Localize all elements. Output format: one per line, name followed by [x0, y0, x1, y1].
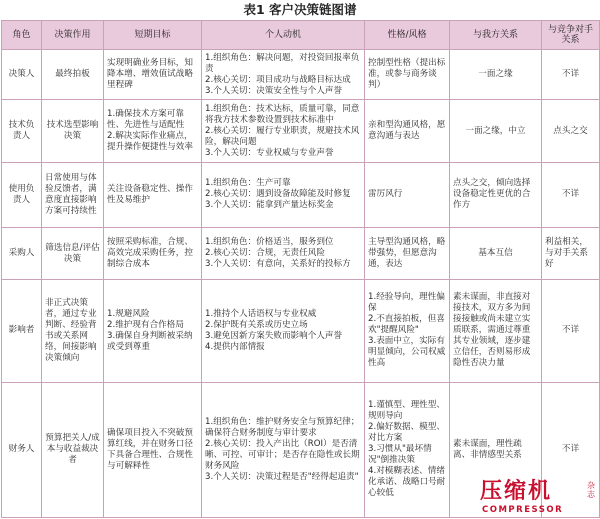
table-row — [2, 162, 600, 227]
cell-function: 日常使用与体验反馈者，满意度直接影响方案可持续性 — [42, 162, 104, 227]
cell-style: 主导型沟通风格，略带强势，但愿意沟通，表达 — [365, 228, 450, 280]
cell-relation-us: 素未谋面，理性疏离、非情感型关系 — [450, 382, 542, 517]
cell-relation-rival: 不详 — [542, 162, 600, 227]
header-style: 性格/风格 — [365, 21, 450, 50]
header-relation-rival: 与竞争对手关系 — [542, 21, 600, 50]
cell-role: 决策人 — [2, 50, 42, 100]
table-row — [2, 100, 600, 163]
cell-goal: 1.确保技术方案可靠性、先进性与适配性 2.解决实际作业痛点，提升操作便捷性与效率 — [104, 100, 202, 163]
watermark-side-text: 杂志 — [587, 481, 595, 499]
cell-motive: 1.组织角色：解决问题，对投资回报率负责 2.核心关切：项目成功与战略目标达成 3.个人关切：决策安全性与个人声誉 — [202, 50, 365, 100]
header-function: 决策作用 — [42, 21, 104, 50]
cell-relation-rival: 不详 — [542, 280, 600, 382]
cell-relation-us: 一面之缘，中立 — [450, 100, 542, 163]
cell-function: 最终拍板 — [42, 50, 104, 100]
table-row — [2, 50, 600, 100]
cell-motive: 1.组织角色：维护财务安全与预算纪律；确保符合财务制度与审计要求 2.核心关切：投入产出比（ROI）是否清晰、可控、可审计；是否存在隐性或长期财务风险 3.个人关切：决策过程是否"经得起追责" — [202, 382, 365, 517]
cell-style: 亲和型沟通风格，愿意沟通与表达 — [365, 100, 450, 163]
cell-relation-us: 一面之缘 — [450, 50, 542, 100]
cell-style: 1.经验导向，理性偏保 2.不直接拍板，但喜欢"提醒风险" 3.表面中立，实际有明显倾向，公司权威性高 — [365, 280, 450, 382]
cell-function: 非正式决策者，通过专业判断、经验背书或关系网络，间接影响决策倾向 — [42, 280, 104, 382]
header-goal: 短期目标 — [104, 21, 202, 50]
cell-role: 技术负责人 — [2, 100, 42, 163]
decision-chain-table — [1, 20, 600, 518]
cell-style: 雷厉风行 — [365, 162, 450, 227]
cell-motive: 1.组织角色：价格适当，服务到位 2.核心关切：合规，无责任风险 3.个人关切：有意向，关系好的投标方 — [202, 228, 365, 280]
cell-relation-rival: 不详 — [542, 382, 600, 517]
table-row — [2, 280, 600, 382]
cell-function: 预算把关人/成本与收益裁决者 — [42, 382, 104, 517]
cell-relation-us: 素未谋面，非直接对接技术，双方多为间接接触或尚未建立实质联系，需通过尊重其专业领域，逐步建立信任，否则易形成隐性否决力量 — [450, 280, 542, 382]
cell-goal: 按照采购标准，合规、高效完成采购任务，控制综合成本 — [104, 228, 202, 280]
cell-role: 影响者 — [2, 280, 42, 382]
table-row — [2, 228, 600, 280]
cell-motive: 1.组织角色：技术达标，质量可靠，同意将我方技术参数设置到技术标准中 2.核心关切：履行专业职责，规避技术风险，解决问题 3.个人关切：专业权威与专业声誉 — [202, 100, 365, 163]
cell-motive: 1.推持个人话语权与专业权威 2.保护既有关系或历史立场 3.避免因新方案失败而影响个人声誉 4.提供内部情报 — [202, 280, 365, 382]
cell-goal: 确保项目投入不突破预算红线，并在财务口径下具备合理性、合规性与可解释性 — [104, 382, 202, 517]
watermark-logo-text: 压缩机 — [480, 479, 553, 504]
cell-relation-rival: 点头之交 — [542, 100, 600, 163]
compressor-magazine-watermark — [480, 479, 598, 519]
page-title: 表1 客户决策链图谱 — [243, 2, 357, 17]
cell-function: 技术选型影响决策 — [42, 100, 104, 163]
cell-goal: 关注设备稳定性、操作性及易维护 — [104, 162, 202, 227]
cell-role: 采购人 — [2, 228, 42, 280]
table-header-row — [2, 21, 600, 50]
cell-relation-us: 点头之交，倾向选择设备稳定性更优的合作方 — [450, 162, 542, 227]
header-relation-us: 与我方关系 — [450, 21, 542, 50]
cell-goal: 1.规避风险 2.维护现有合作格局 3.确保自身判断被采纳或受到尊重 — [104, 280, 202, 382]
cell-role: 使用负责人 — [2, 162, 42, 227]
cell-function: 筛选信息/评估决策 — [42, 228, 104, 280]
header-motive: 个人动机 — [202, 21, 365, 50]
cell-relation-rival: 利益相关，与对手关系好 — [542, 228, 600, 280]
cell-relation-us: 基本互信 — [450, 228, 542, 280]
header-role: 角色 — [2, 21, 42, 50]
cell-style: 1.谨慎型、理性型、规则导向 2.偏好数据、模型、对比方案 3.习惯从"最坏情况"倒推决策 4.对模糊表述、情绪化承诺、战略口号耐心较低 — [365, 382, 450, 517]
cell-style: 控制型性格（提出标准，或参与商务谈判） — [365, 50, 450, 100]
cell-motive: 1.组织角色：生产可靠 2.核心关切：遇到设备故障能及时修复 3.个人关切：能拿到产量达标奖金 — [202, 162, 365, 227]
watermark-subtitle: COMPRESSOR — [482, 505, 564, 515]
cell-role: 财务人 — [2, 382, 42, 517]
cell-relation-rival: 不详 — [542, 50, 600, 100]
cell-goal: 实现明确业务目标，知降本增、增效值试战略里程碑 — [104, 50, 202, 100]
